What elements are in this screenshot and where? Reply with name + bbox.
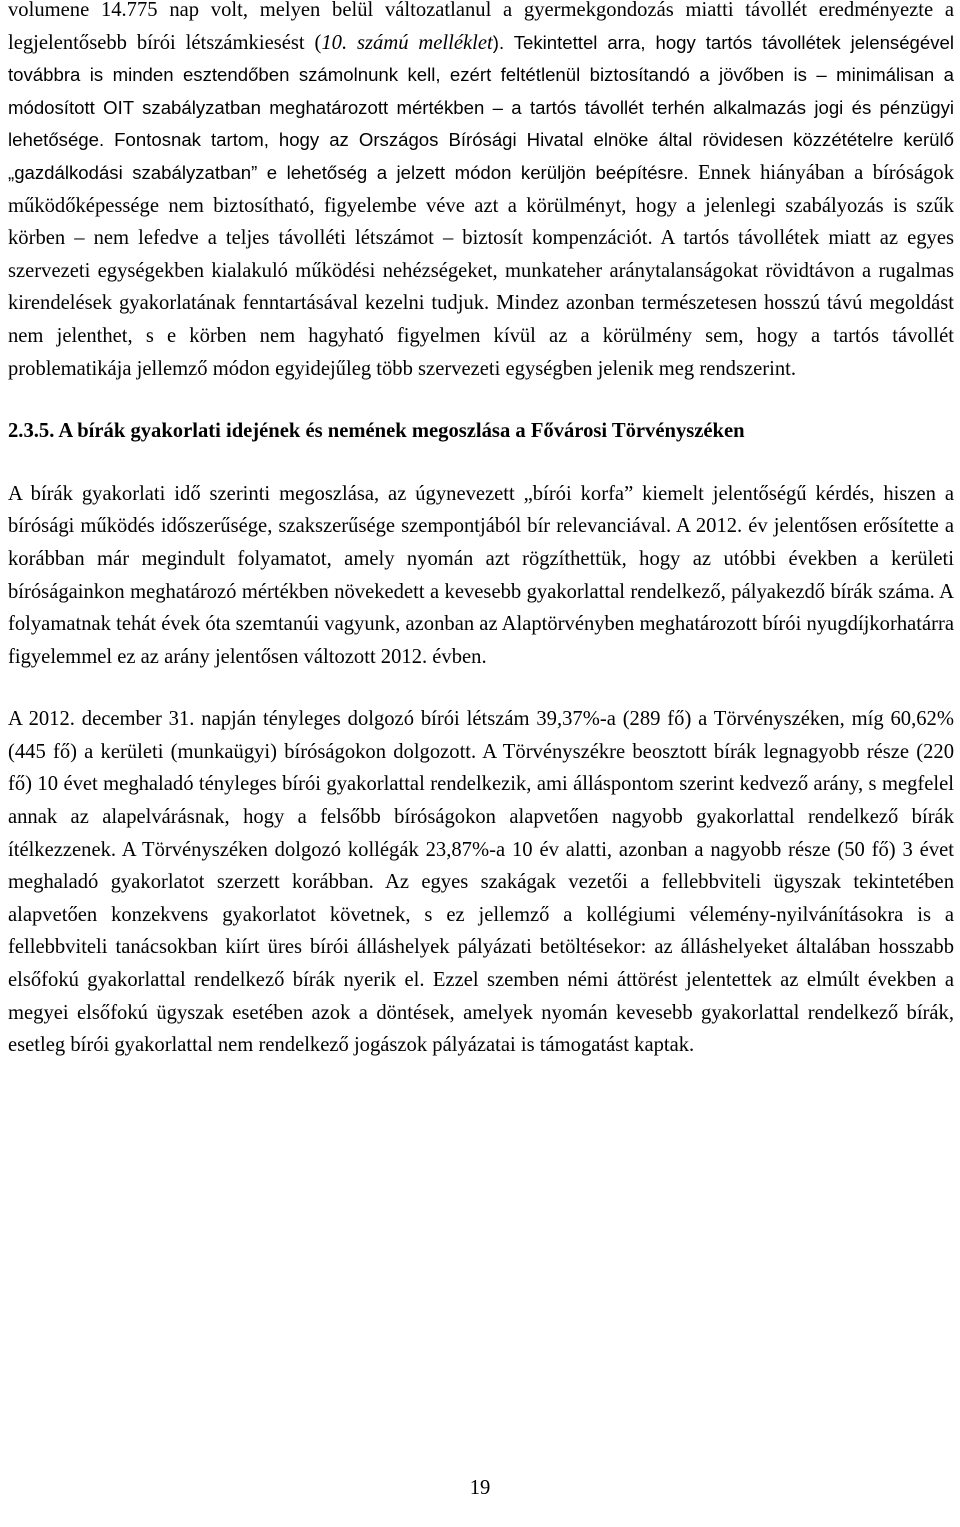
annex-reference: 10. számú melléklet [321, 31, 493, 54]
page-number: 19 [469, 1477, 491, 1499]
paragraph-absence-text-a: volumene 14.775 nap volt, melyen belül változatlanul a gyermekgondozás miatti távollét eredményezte a legjelentősebb bírói létszámkiesést ( [8, 0, 954, 54]
paragraph-judge-headcount: A 2012. december 31. napján tényleges dolgozó bírói létszám 39,37%-a (289 fő) a Törvényszéken, míg 60,62% (445 fő) a kerületi (munkaügyi) bíróságokon dolgozott. A Törvényszékre beosztott bírák legnagyobb része (220 fő) 10 évet meghaladó tényleges bírói gyakorlattal rendelkezik, ami álláspontom szerint kedvező arány, s megfelel annak az alapelvárásnak, hogy a felsőbb bíróságokon alapvetően nagyobb gyakorlattal rendelkező bírák ítélkezzenek. A Törvényszéken dolgozó kollégák 23,87%-a 10 év alatti, azonban a nagyobb része (50 fő) 3 évet meghaladó gyakorlatot szerzett korábban. Az egyes szakágak vezetői a fellebbviteli ügyszak tekintetében alapvetően konzekvens gyakorlatot követnek, s ez jellemző a kollégiumi vélemény-nyilvánításokra is a fellebbviteli tanácsokban kiírt üres bírói álláshelyek pályázati betöltésekor: az álláshelyeket általában hosszabb elsőfokú gyakorlattal rendelkező bírák nyerik el. Ezzel szemben némi áttörést jelentettek az elmúlt években a megyei elsőfokú ügyszak esetében azok a döntések, amelyek nyomán kevesebb gyakorlattal rendelkező bírák, esetleg bírói gyakorlattal nem rendelkező jogászok pályázatai is támogatást kaptak. [8, 708, 954, 1057]
paragraph-absence-text-c: Ennek hiányában a bíróságok működőképessége nem biztosítható, figyelembe véve azt a körülményt, hogy a jelenlegi szabályozás is szűk körben – nem lefedve a teljes távolléti létszámot – biztosít kompenzációt. A tartós távollétek miatt az egyes szervezeti egységekben kialakuló működési nehézségeket, munkateher aránytalanságokat rövidtávon a rugalmas kirendelések gyakorlatának fenntartásával kezelni tudjuk. Mindez azonban természetesen hosszú távú megoldást nem jelenthet, s e körben nem hagyható figyelmen kívül az a körülmény sem, hogy a tartós távollét problematikája jellemző módon egyidejűleg több szervezeti egységben jelenik meg rendszerint. [8, 161, 954, 380]
spacer [8, 673, 954, 703]
paragraph-judge-age-pyramid: A bírák gyakorlati idő szerinti megoszlása, az úgynevezett „bírói korfa” kiemelt jelentőségű kérdés, hiszen a bírósági működés időszerűsége, szakszerűsége szempontjából bír relevanciával. A 2012. év jelentősen erősítette a korábban már megindult folyamatot, amely nyomán azt rögzíthettük, hogy az utóbbi években a kerületi bíróságainkon meghatározó mértékben növekedett a kevesebb gyakorlattal rendelkező, pályakezdő bírák száma. A folyamatnak tehát évek óta szemtanúi vagyunk, azonban az Alaptörvényben meghatározott bírói nyugdíjkorhatárra figyelemmel ez az arány jelentősen változott 2012. évben. [8, 482, 954, 668]
paragraph-absence-text-b: ). Tekintettel arra, hogy tartós távollétek jelenségével továbbra is minden esztendőben számolnunk kell, ezért feltétlenül biztosítandó a jövőben is – minimálisan a módosított OIT szabályzatban meghatározott mértékben – a tartós távollét terhén alkalmazás jogi és pénzügyi lehetősége. Fontosnak tartom, hogy az Országos Bírósági Hivatal elnöke által rövidesen közzétételre kerülő „gazdálkodási szabályzatban” e lehetőség a jelzett módon kerüljön beépítésre. [8, 31, 955, 183]
spacer [8, 385, 954, 415]
section-heading: 2.3.5. A bírák gyakorlati idejének és nemének megoszlása a Fővárosi Törvényszéken [8, 420, 745, 443]
document-page [8, 0, 954, 1062]
paragraph-absence [8, 0, 954, 385]
spacer [8, 448, 954, 478]
